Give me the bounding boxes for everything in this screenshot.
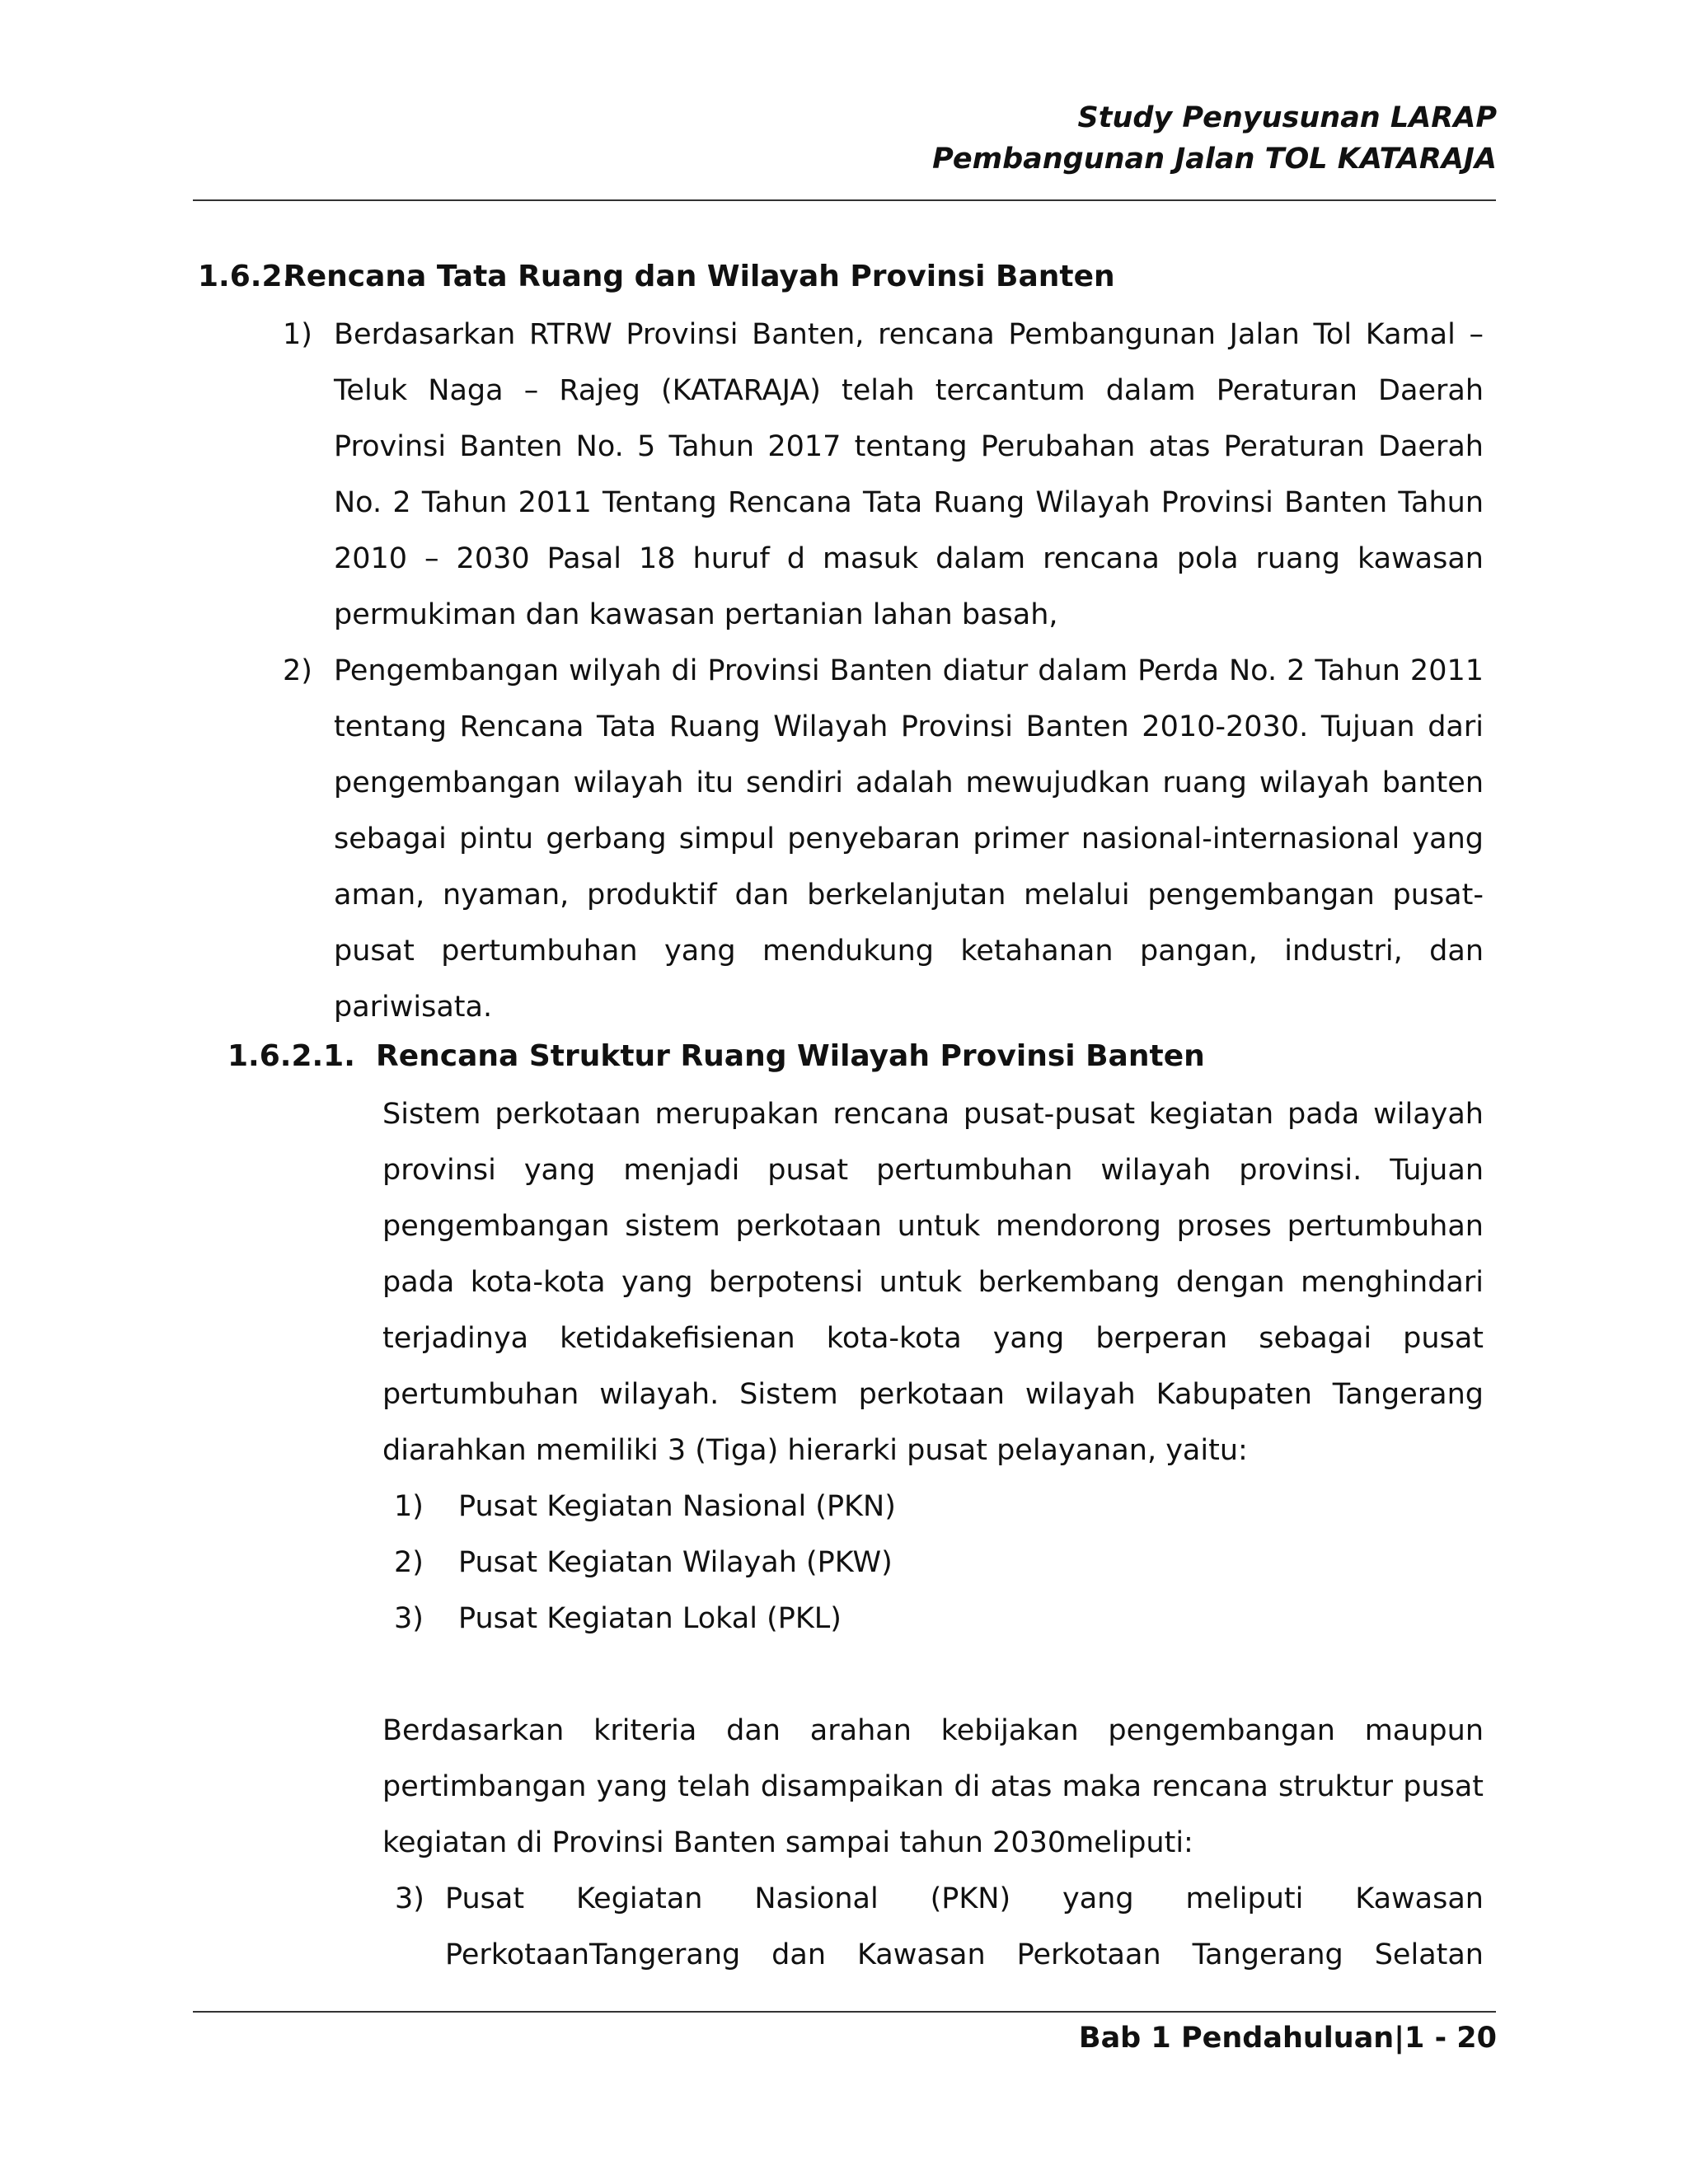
list-item-text: Pusat Kegiatan Nasional (PKN) yang meliputi Kawasan PerkotaanTangerang dan Kawasan Perkotaan Tangerang Selatan <box>445 1882 1484 1971</box>
paragraph-kriteria: Berdasarkan kriteria dan arahan kebijakan pengembangan maupun pertimbangan yang telah disampaikan di atas maka rencana struktur pusat kegiatan di Provinsi Banten sampai tahun 2030meliputi: <box>382 1714 1484 1859</box>
list-item-text: Pusat Kegiatan Lokal (PKL) <box>458 1602 842 1635</box>
list-marker: 2) <box>394 1546 424 1579</box>
paragraph-perkotaan: Sistem perkotaan merupakan rencana pusat-pusat kegiatan pada wilayah provinsi yang menjadi pusat pertumbuhan wilayah provinsi. Tujuan pengembangan sistem perkotaan untuk mendorong proses pertumbuhan pada kota-kota yang berpotensi untuk berkembang dengan menghindari terjadinya ketidakefisienan kota-kota yang berperan sebagai pusat pertumbuhan wilayah. Sistem perkotaan wilayah Kabupaten Tangerang diarahkan memiliki 3 (Tiga) hierarki pusat pelayanan, yaitu: <box>382 1098 1484 1467</box>
list-item-text: Berdasarkan RTRW Provinsi Banten, rencana Pembangunan Jalan Tol Kamal – Teluk Naga – Rajeg (KATARAJA) telah tercantum dalam Peraturan Daerah Provinsi Banten No. 5 Tahun 2017 tentang Perubahan atas Peraturan Daerah No. 2 Tahun 2011 Tentang Rencana Tata Ruang Wilayah Provinsi Banten Tahun 2010 – 2030 Pasal 18 huruf d masuk dalam rencana pola ruang kawasan permukiman dan kawasan pertanian lahan basah, <box>334 318 1484 631</box>
list-item <box>394 1535 1484 1591</box>
list-marker: 1) <box>283 318 312 351</box>
structure-list <box>395 1871 1484 1983</box>
running-header <box>932 97 1497 180</box>
header-divider <box>193 199 1496 201</box>
list-item-text: Pusat Kegiatan Wilayah (PKW) <box>458 1546 893 1579</box>
subsection-heading <box>227 1032 1205 1081</box>
list-item <box>395 1871 1484 1983</box>
footer-chapter-label: Bab 1 Pendahuluan <box>1078 2022 1395 2055</box>
list-item <box>283 643 1484 1035</box>
subsection-title: Rencana Struktur Ruang Wilayah Provinsi Banten <box>376 1039 1205 1073</box>
section-title: Rencana Tata Ruang dan Wilayah Provinsi Banten <box>284 260 1115 293</box>
list-item <box>283 307 1484 643</box>
list-item-text: Pengembangan wilyah di Provinsi Banten diatur dalam Perda No. 2 Tahun 2011 tentang Rencana Tata Ruang Wilayah Provinsi Banten 2010-2030. Tujuan dari pengembangan wilayah itu sendiri adalah mewujudkan ruang wilayah banten sebagai pintu gerbang simpul penyebaran primer nasional-internasional yang aman, nyaman, produktif dan berkelanjutan melalui pengembangan pusat-pusat pertumbuhan yang mendukung ketahanan pangan, industri, dan pariwisata. <box>334 654 1484 1024</box>
section-heading <box>198 252 1115 302</box>
header-study-title: Study Penyusunan LARAP <box>1077 101 1497 134</box>
list-marker: 3) <box>394 1602 424 1635</box>
section-number: 1.6.2. <box>198 260 294 293</box>
footer-separator: | <box>1394 2022 1405 2055</box>
list-item-text: Pusat Kegiatan Nasional (PKN) <box>458 1490 896 1523</box>
page-footer <box>1079 2018 1497 2059</box>
list-item <box>394 1591 1484 1647</box>
subsection-number: 1.6.2.1. <box>227 1039 355 1073</box>
footer-divider <box>193 2011 1496 2013</box>
list-item <box>394 1479 1484 1535</box>
footer-page-number: 1 - 20 <box>1404 2022 1497 2055</box>
header-project-title: Pembangunan Jalan TOL KATARAJA <box>932 143 1497 176</box>
list-marker: 2) <box>283 654 312 687</box>
hierarchy-list <box>394 1479 1484 1647</box>
list-marker: 1) <box>394 1490 424 1523</box>
section-list <box>283 307 1484 1035</box>
list-marker: 3) <box>395 1882 424 1915</box>
